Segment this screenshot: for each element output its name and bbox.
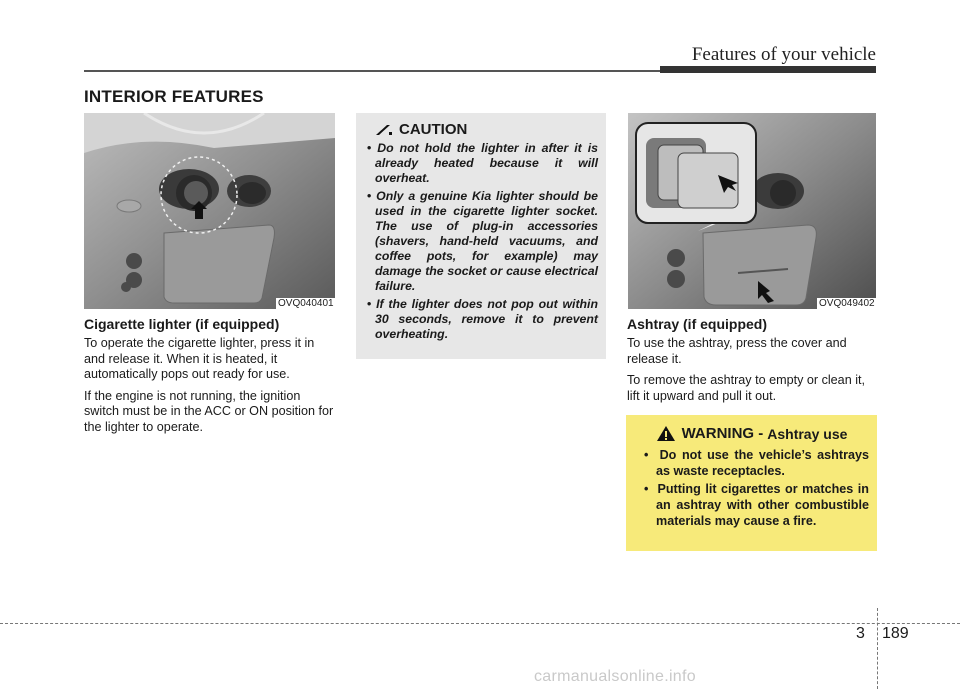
lighter-body [84,336,335,441]
ashtray-body [627,336,877,410]
ashtray-photo [628,113,876,309]
caution-item: • If the lighter does not pop out within 30 seconds, remove it to prevent overheating. [367,297,598,341]
footer-rule [0,623,960,624]
lighter-title: Cigarette lighter (if equipped) [84,316,280,332]
section-title: INTERIOR FEATURES [84,87,264,106]
watermark: carmanualsonline.info [534,668,696,685]
lighter-image-code: OVQ040401 [278,298,334,309]
ashtray-image-code: OVQ049402 [819,298,875,309]
warning-item: • Putting lit cigarettes or matches in an ashtray with other combustible materials may cause a fire. [644,482,869,528]
ashtray-paragraph: To use the ashtray, press the cover and release it. [627,336,847,366]
warning-heading [634,425,869,442]
caution-item: • Do not hold the lighter in after it is already heated because it will overheat. [367,141,598,185]
lighter-paragraph: If the engine is not running, the ignition switch must be in the ACC or ON position for the lighter to operate. [84,388,334,434]
ashtray-paragraph: To remove the ashtray to empty or clean it, lift it upward and pull it out. [627,373,865,403]
lighter-paragraph: To operate the cigarette lighter, press it in and release it. When it is heated, it automatically pops out ready for use. [84,336,315,381]
warning-item: • Do not use the vehicle’s ashtrays as waste receptacles. [644,448,869,478]
header-rule-accent [660,66,876,73]
caution-box [356,113,606,359]
caution-heading [375,121,598,138]
page-number: 189 [882,625,909,642]
caution-icon [375,124,393,136]
ashtray-title: Ashtray (if equipped) [627,316,768,332]
caution-title: CAUTION [399,121,468,138]
warning-subtitle: Ashtray use [767,425,848,442]
warning-triangle-icon [656,425,676,442]
caution-item: • Only a genuine Kia lighter should be used in the cigarette lighter socket. The use of plug-in accessories (shavers, hand-held vacuums, and coffee pots, for example) may damage the socket or cause electrical failure. [367,189,598,293]
warning-title: WARNING - [681,425,764,442]
lighter-photo [84,113,335,309]
warning-box [626,415,877,551]
chapter-number: 3 [856,625,865,642]
header-title: Features of your vehicle [691,44,876,65]
footer-divider [877,608,878,689]
